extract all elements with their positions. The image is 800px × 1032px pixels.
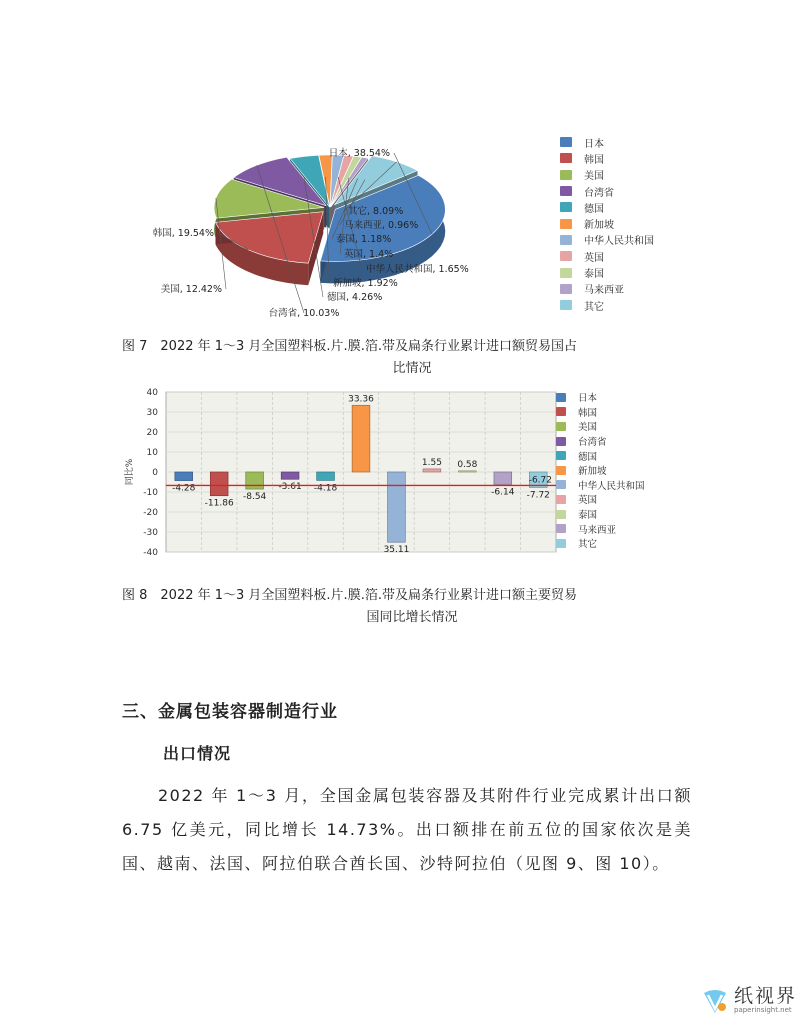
figure-7-caption-line2: 比情况 [392, 361, 432, 376]
figure-7-caption [122, 336, 702, 380]
watermark-url: paperinsight.net [734, 1006, 792, 1014]
bar-legend-swatch [556, 466, 566, 475]
pie-legend-label: 新加坡 [584, 220, 614, 232]
pie-legend-swatch [560, 202, 572, 212]
pie-legend-label: 泰国 [584, 269, 604, 281]
pie-legend-item [560, 150, 654, 166]
bar-0 [175, 472, 193, 481]
pie-legend-swatch [560, 219, 572, 229]
bar-y-tick-label: 0 [152, 468, 158, 478]
bar-legend-swatch [556, 451, 566, 460]
pie-legend-label: 英国 [584, 252, 604, 264]
bar-legend-label: 美国 [578, 422, 598, 434]
bar-1 [210, 472, 228, 496]
pie-legend-swatch [560, 284, 572, 294]
bar-data-label: -3.61 [278, 482, 302, 493]
pie-legend-label: 其它 [584, 301, 604, 313]
pie-data-label: 英国, 1.4% [344, 249, 394, 260]
pie-legend-swatch [560, 153, 572, 163]
bar-legend-label: 日本 [578, 393, 598, 405]
bar-legend-item [556, 536, 645, 551]
bar-legend-item [556, 448, 645, 463]
section-heading: 三、金属包装容器制造行业 [122, 702, 338, 722]
figure-8-caption-line2: 国同比增长情况 [366, 610, 458, 625]
bar-data-label: 35.11 [383, 545, 410, 556]
bar-legend [556, 390, 645, 551]
bar-legend-label: 其它 [578, 539, 598, 551]
bar-legend-label: 中华人民共和国 [578, 480, 645, 492]
body-paragraph: 2022 年 1～3 月，全国金属包装容器及其附件行业完成累计出口额 6.75 亿美元，同比增长 14.73%。出口额排在前五位的国家依次是美国、越南、法国、阿拉伯联合酋长国、沙特阿拉伯（见图 9、图 10）。 [122, 786, 692, 873]
pie-legend-label: 中华人民共和国 [584, 236, 654, 248]
bar-legend-swatch [556, 437, 566, 446]
pie-legend [560, 134, 654, 313]
pie-data-label: 马来西亚, 0.96% [344, 220, 419, 231]
pie-legend-label: 马来西亚 [584, 285, 624, 297]
sub-heading: 出口情况 [163, 744, 232, 763]
bar-y-tick-label: -30 [143, 528, 158, 538]
pie-legend-swatch [560, 186, 572, 196]
bar-legend-swatch [556, 407, 566, 416]
pie-legend-swatch [560, 170, 572, 180]
pie-data-label: 德国, 4.26% [327, 292, 383, 303]
bar-legend-swatch [556, 393, 566, 402]
bar-legend-item [556, 492, 645, 507]
pie-data-label: 泰国, 1.18% [336, 234, 392, 245]
bar-legend-label: 新加坡 [578, 466, 607, 478]
bar-legend-swatch [556, 524, 566, 533]
bar-average-label: -6.72 [528, 475, 552, 486]
pie-legend-item [560, 199, 654, 215]
bar-y-axis-label: 同比% [125, 458, 135, 486]
pie-legend-label: 台湾省 [584, 187, 614, 199]
pie-legend-item [560, 264, 654, 280]
bar-legend-label: 韩国 [578, 407, 598, 419]
bar-legend-label: 台湾省 [578, 437, 607, 449]
bar-data-label: -7.72 [526, 490, 550, 501]
bar-y-tick-label: -10 [143, 488, 158, 498]
bar-legend-item [556, 478, 645, 493]
bar-9 [494, 472, 512, 484]
pie-legend-item [560, 232, 654, 248]
bar-legend-item [556, 521, 645, 536]
bar-6 [388, 472, 406, 542]
figure-8-caption-line1: 图 8 2022 年 1～3 月全国塑料板.片.膜.箔.带及扁条行业累计进口额主要贸易 [122, 588, 577, 603]
pie-legend-swatch [560, 268, 572, 278]
bar-y-tick-label: -20 [143, 508, 158, 518]
bar-legend-swatch [556, 422, 566, 431]
bar-data-label: -4.18 [313, 483, 338, 494]
bar-legend-item [556, 390, 645, 405]
pie-data-label: 台湾省, 10.03% [268, 308, 340, 319]
bar-y-tick-label: 20 [146, 428, 158, 438]
bar-legend-label: 泰国 [578, 510, 598, 522]
bar-8 [459, 471, 477, 472]
bar-legend-item [556, 419, 645, 434]
bar-legend-item [556, 507, 645, 522]
bar-y-tick-label: 40 [146, 388, 158, 398]
pie-data-label: 韩国, 19.54% [152, 228, 214, 239]
bar-legend-label: 德国 [578, 451, 598, 463]
bar-legend-item [556, 434, 645, 449]
bar-3 [281, 472, 299, 479]
pie-data-label: 新加坡, 1.92% [333, 278, 398, 289]
bar-legend-label: 马来西亚 [578, 524, 617, 536]
bar-5 [352, 405, 370, 472]
pie-legend-item [560, 248, 654, 264]
bar-legend-swatch [556, 510, 566, 519]
bar-data-label: 0.58 [457, 459, 478, 470]
bar-data-label: -4.28 [172, 483, 196, 494]
pie-legend-swatch [560, 235, 572, 245]
pie-legend-item [560, 167, 654, 183]
figure-8-caption [122, 585, 702, 629]
pie-data-label: 日本, 38.54% [328, 148, 390, 159]
bar-y-tick-label: -40 [143, 548, 158, 558]
bar-data-label: -11.86 [204, 498, 234, 509]
pie-legend-item [560, 297, 654, 313]
bar-data-label: -6.14 [491, 487, 515, 498]
import-growth-bar-chart [120, 384, 560, 564]
pie-legend-swatch [560, 300, 572, 310]
bar-2 [246, 472, 264, 489]
paperinsight-logo-icon [700, 985, 730, 1015]
figure-7-caption-line1: 图 7 2022 年 1～3 月全国塑料板.片.膜.箔.带及扁条行业累计进口额贸易国占 [122, 339, 577, 354]
pie-legend-item [560, 134, 654, 150]
bar-legend-swatch [556, 539, 566, 548]
watermark [700, 985, 797, 1015]
pie-legend-label: 美国 [584, 171, 604, 183]
watermark-name: 纸视界 [734, 985, 798, 1007]
pie-legend-label: 日本 [584, 138, 604, 150]
bar-data-label: 33.36 [348, 394, 374, 405]
pie-legend-label: 韩国 [584, 154, 604, 166]
bar-legend-label: 英国 [578, 495, 598, 507]
bar-legend-item [556, 405, 645, 420]
bar-y-tick-label: 10 [146, 448, 158, 458]
bar-legend-swatch [556, 495, 566, 504]
pie-data-label: 其它, 8.09% [348, 206, 404, 217]
bar-data-label: 1.55 [421, 457, 442, 468]
bar-legend-item [556, 463, 645, 478]
bar-data-label: -8.54 [242, 492, 267, 503]
bar-7 [423, 469, 441, 472]
bar-y-tick-label: 30 [146, 408, 158, 418]
pie-legend-label: 德国 [584, 203, 604, 215]
pie-data-label: 美国, 12.42% [160, 284, 222, 295]
pie-data-label: 中华人民共和国, 1.65% [366, 264, 469, 275]
pie-legend-swatch [560, 251, 572, 261]
pie-legend-item [560, 281, 654, 297]
pie-legend-item [560, 215, 654, 231]
pie-legend-item [560, 183, 654, 199]
pie-legend-swatch [560, 137, 572, 147]
bar-4 [317, 472, 335, 480]
import-share-pie-chart [120, 120, 550, 325]
bar-legend-swatch [556, 480, 566, 489]
